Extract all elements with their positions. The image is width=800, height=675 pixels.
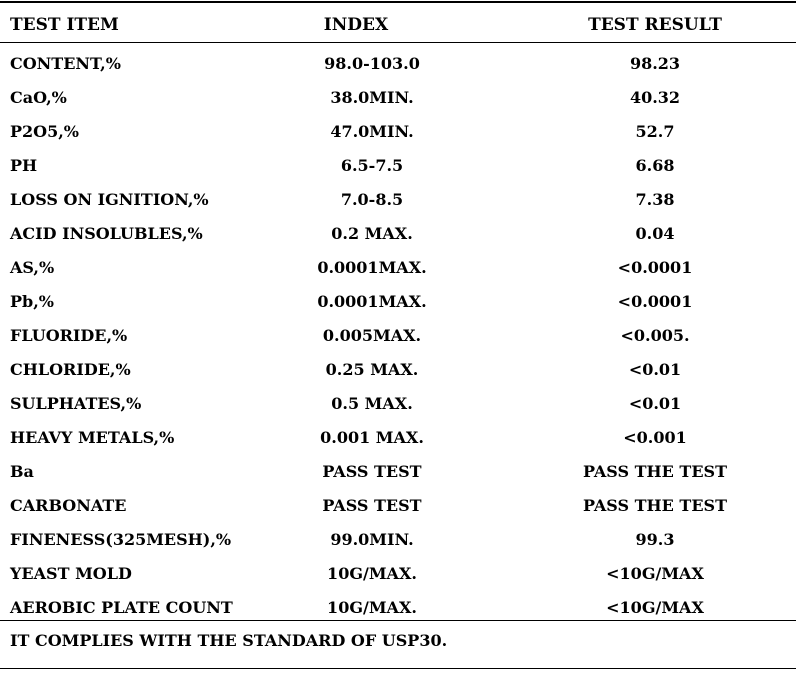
row-index: 38.0MIN. [330,88,414,107]
row-test-item: SULPHATES,% [10,394,142,413]
table-header-row [0,15,800,49]
row-index: 0.0001MAX. [317,258,427,277]
row-test-item: PH [10,156,38,175]
table-row [0,258,800,292]
row-index: 6.5-7.5 [340,156,404,175]
row-test-item: AEROBIC PLATE COUNT [10,598,233,617]
row-index: 99.0MIN. [330,530,414,549]
table-row [0,54,800,88]
row-test-result: 7.38 [635,190,675,209]
row-test-result: <10G/MAX [606,564,704,583]
row-test-item: YEAST MOLD [10,564,132,583]
row-test-result: <0.0001 [617,258,693,277]
row-test-result: <0.01 [628,360,682,379]
row-index: 47.0MIN. [330,122,414,141]
row-test-item: LOSS ON IGNITION,% [10,190,209,209]
table-bottom-rule [0,620,796,621]
row-index: 0.0001MAX. [317,292,427,311]
table-row [0,88,800,122]
table-row [0,598,800,632]
table-row [0,224,800,258]
table-row [0,428,800,462]
row-index: 10G/MAX. [327,598,417,617]
row-test-result: <0.005. [620,326,690,345]
table-row [0,360,800,394]
top-rule [0,1,796,3]
row-index: PASS TEST [322,462,422,481]
row-index: 98.0-103.0 [324,54,420,73]
table-row [0,496,800,530]
row-test-result: 98.23 [629,54,681,73]
row-test-item: Pb,% [10,292,54,311]
header-test-item: TEST ITEM [10,15,119,35]
row-test-result: 52.7 [635,122,675,141]
header-test-result: TEST RESULT [588,15,722,35]
row-test-item: CHLORIDE,% [10,360,131,379]
row-test-result: <0.0001 [617,292,693,311]
row-test-result: <0.001 [623,428,687,447]
table-row [0,530,800,564]
row-test-item: FINENESS(325MESH),% [10,530,232,549]
row-test-result: <10G/MAX [606,598,704,617]
row-test-result: PASS THE TEST [583,462,727,481]
row-test-result: PASS THE TEST [583,496,727,515]
row-test-item: HEAVY METALS,% [10,428,175,447]
row-test-item: ACID INSOLUBLES,% [10,224,203,243]
row-test-item: Ba [10,462,34,481]
table-row [0,564,800,598]
row-index: 0.5 MAX. [331,394,413,413]
row-test-item: CARBONATE [10,496,127,515]
table-row [0,190,800,224]
row-index: 10G/MAX. [327,564,417,583]
header-index: INDEX [323,15,389,35]
compliance-statement: IT COMPLIES WITH THE STANDARD OF USP30. [10,631,448,650]
row-index: 0.25 MAX. [325,360,419,379]
footer-rule [0,668,796,669]
row-test-item: P2O5,% [10,122,80,141]
row-test-result: 0.04 [635,224,675,243]
row-index: 7.0-8.5 [340,190,404,209]
table-row [0,292,800,326]
table-row [0,122,800,156]
row-index: 0.005MAX. [322,326,422,345]
row-index: PASS TEST [322,496,422,515]
header-rule [0,42,796,43]
row-test-item: FLUORIDE,% [10,326,128,345]
row-index: 0.2 MAX. [331,224,413,243]
row-test-item: CONTENT,% [10,54,121,73]
row-test-item: CaO,% [10,88,67,107]
row-test-result: 6.68 [635,156,675,175]
table-row [0,462,800,496]
table-row [0,156,800,190]
row-index: 0.001 MAX. [320,428,424,447]
row-test-item: AS,% [10,258,55,277]
table-row [0,394,800,428]
table-row [0,326,800,360]
row-test-result: <0.01 [628,394,682,413]
row-test-result: 40.32 [629,88,681,107]
row-test-result: 99.3 [635,530,675,549]
